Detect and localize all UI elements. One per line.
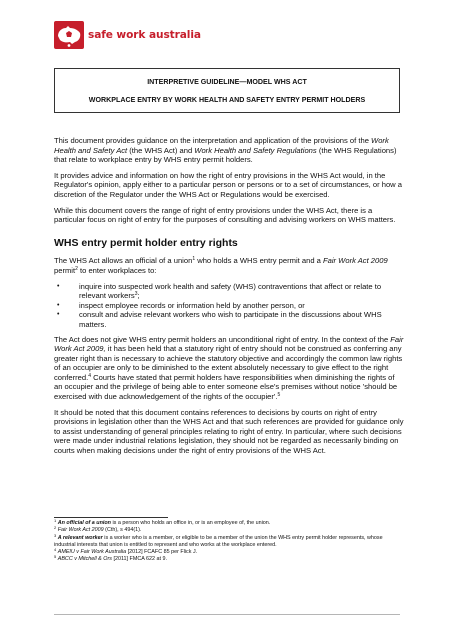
footnote-ref-3: 3 — [134, 291, 138, 298]
footnotes — [54, 520, 400, 564]
footnote-ref-5: 5 — [277, 392, 281, 399]
document-body — [54, 136, 404, 462]
logo-text: safe work australia — [88, 29, 201, 41]
document-title-line-2: WORKPLACE ENTRY BY WORK HEALTH AND SAFETY ENTRY PERMIT HOLDERS — [88, 96, 366, 104]
intro-paragraph-1: This document provides guidance on the interpretation and application of the provisions of the Work Health and Safety Act (the WHS Act) and Work Health and Safety Regulations (the WHS Regulations) that relate to workplace entry by WHS entry permit holders. — [54, 136, 397, 165]
footnote-1: $^1$ An official of a union is a person who holds an office in, or is an employee of, the union. — [54, 518, 271, 526]
footnote-3: $^3$ A relevant worker is a worker who is a member, or eligible to be a member of the union the WHS entry permit holder represents, whose industrial interests that union is entitled to represent and who works at the workplace entered. — [54, 532, 383, 548]
footnote-5: $^5$ ABCC v Mitchell & Ors [2011] FMCA 622 at 9. — [54, 554, 167, 563]
map-logo-icon — [54, 21, 84, 49]
page-bottom-rule — [54, 614, 400, 615]
document-title-line-1: INTERPRETIVE GUIDELINE—MODEL WHS ACT — [147, 78, 307, 86]
footnote-ref-4: 4 — [88, 372, 91, 379]
footnote-4: $^4$ AMEIU v Fair Work Australia [2012] FCAFC 85 per Flick J. — [54, 547, 198, 556]
footnote-divider — [54, 517, 168, 518]
entry-rights-list — [54, 282, 404, 330]
list-item: • inquire into suspected work health and safety (WHS) contraventions that affect or relate to relevant workers$^3$; — [57, 281, 382, 301]
footnote-ref-1: 1 — [192, 256, 196, 263]
section-heading: WHS entry permit holder entry rights — [54, 236, 238, 249]
safe-work-australia-logo — [54, 21, 201, 49]
bullet-icon: • — [57, 282, 60, 290]
document-title-box — [54, 68, 400, 113]
list-item: • consult and advise relevant workers who wish to participate in the discussions about WHS matters. — [57, 310, 382, 329]
intro-paragraph-3: While this document covers the range of right of entry provisions under the WHS Act, there is a particular focus on right of entry for the purposes of consulting and advising workers on WHS matters. — [54, 205, 396, 225]
bullet-icon: • — [57, 301, 60, 309]
intro-paragraph-2: It provides advice and information on how the right of entry provisions in the WHS Act would, in the Regulator's opinion, apply either to a particular person or persons or to a set of circumstances, or how a discretion of the Regulator under the WHS Act or Regulations would be exercised. — [54, 170, 402, 199]
section-paragraph-1: The WHS Act allows an official of a union$^1$ who holds a WHS entry permit and a Fair Work Act 2009 permit$^2$ to enter workplaces to: — [54, 256, 388, 275]
footnote-ref-2: 2 — [75, 265, 78, 272]
bullet-icon: • — [57, 311, 60, 319]
footnote-2: $^2$ Fair Work Act 2009 (Cth), s 494(1). — [54, 525, 142, 534]
list-item: • inspect employee records or information held by another person, or — [57, 300, 305, 310]
section-paragraph-2: The Act does not give WHS entry permit holders an unconditional right of entry. In the context of the Fair Work Act 2009, it has been held that a statutory right of entry should not be construed as conferring any greater right than is necessary to achieve the statutory objective and accordingly the common law rights of an occupier are only to be diminished to the extent absolutely necessary to give effect to the right conferred.$^4$ Courts have stated that permit holders have responsibilities when diminishing the rights of an occupier and the privilege of being able to enter someone else's premises without notice 'should be exercised with due acknowledgement of the rights of the occupier'.$^5$ — [54, 334, 404, 402]
section-paragraph-3: It should be noted that this document contains references to decisions by courts on right of entry provisions in legislation other than the WHS Act and that such references are provided for guidance only to assist understanding of general principles relating to right of entry. In particular, where such decisions were made under industrial relations legislation, they should not be regarded as necessarily binding on courts when making decisions under the right of entry provisions of the WHS Act. — [54, 407, 404, 456]
